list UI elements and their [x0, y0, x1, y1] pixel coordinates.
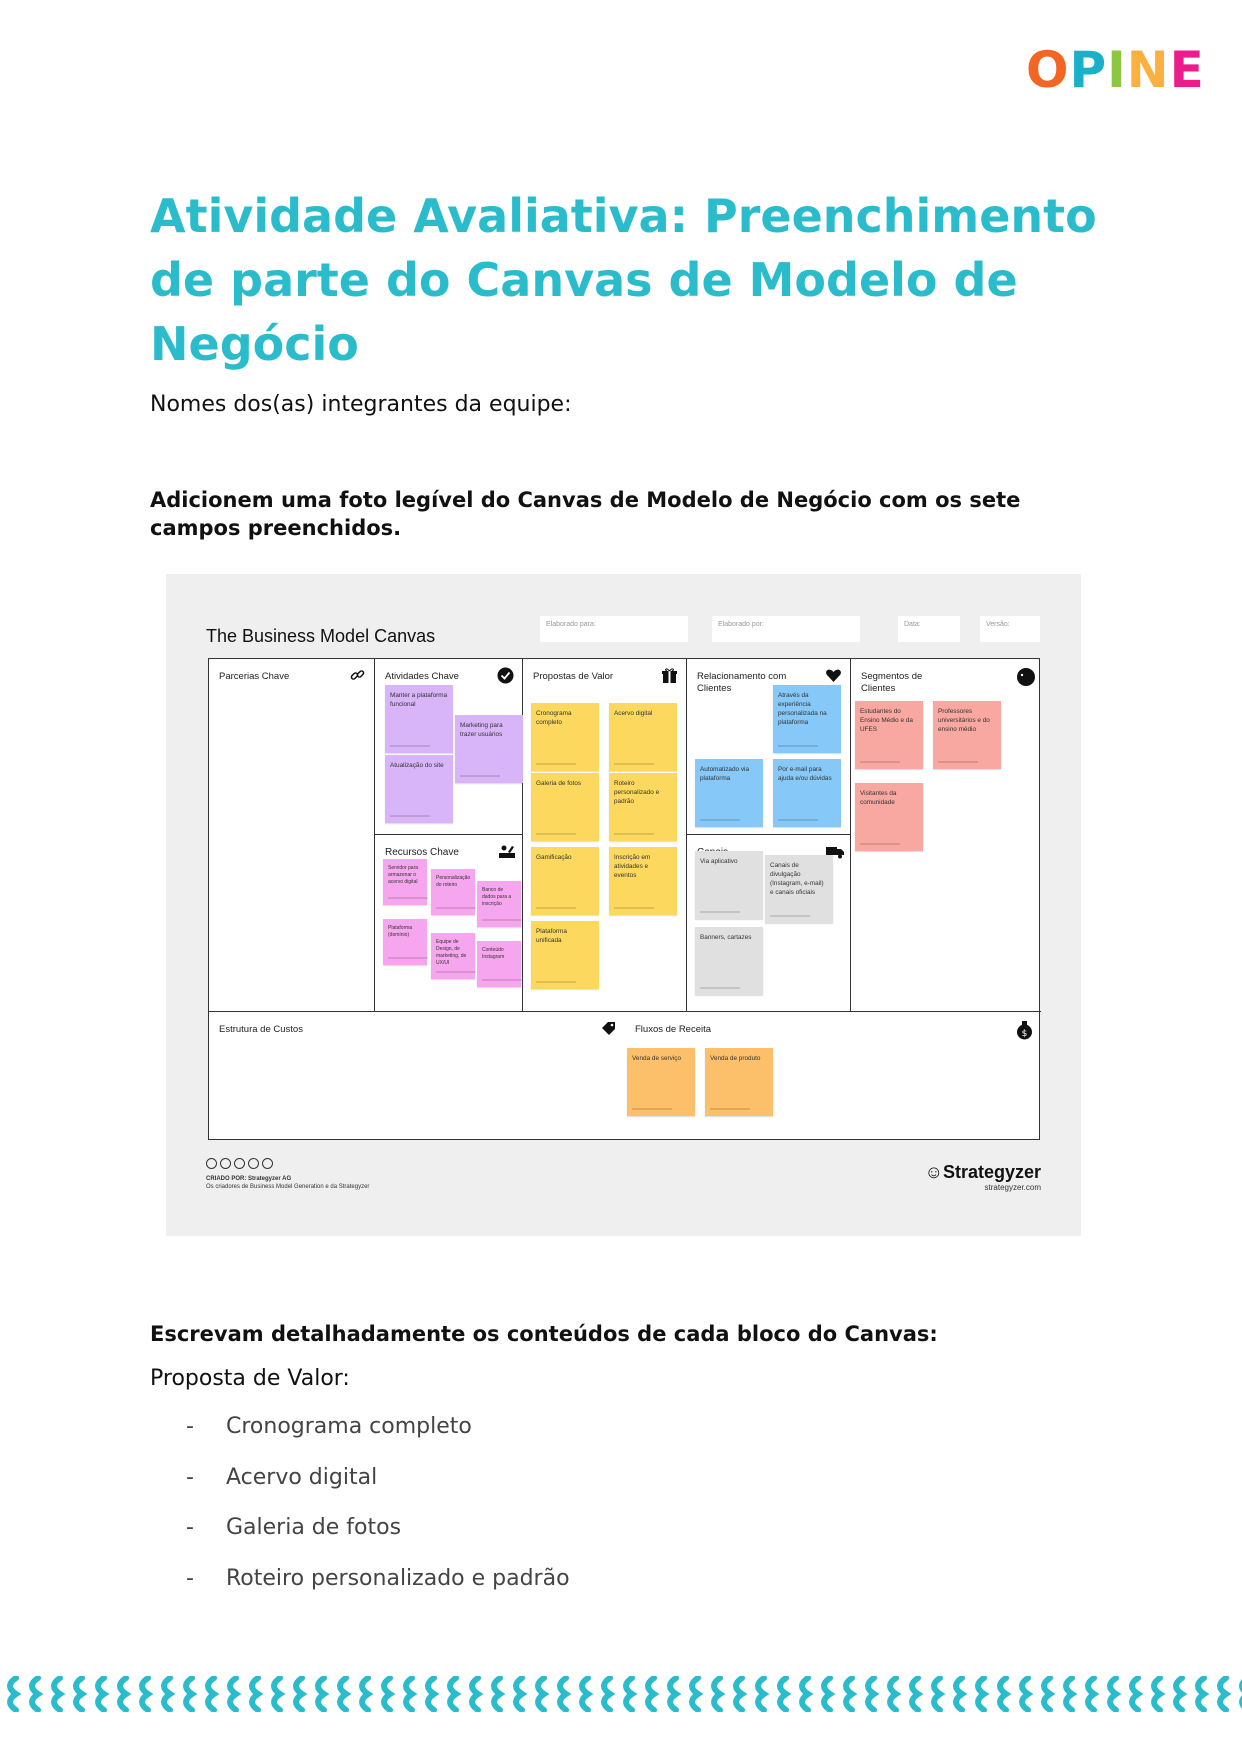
sticky-note: Plataforma unificada	[531, 921, 599, 989]
sticky-note: Manter a plataforma funcional	[385, 685, 453, 753]
block-label: Estrutura de Custos	[219, 1024, 303, 1035]
team-names-label: Nomes dos(as) integrantes da equipe:	[150, 392, 572, 417]
head-profile-icon	[1016, 667, 1033, 684]
logo-letter-n: N	[1126, 41, 1170, 99]
sticky-note: Banners, cartazes	[695, 927, 763, 995]
gift-icon	[661, 667, 678, 684]
block-label: Parcerias Chave	[219, 671, 290, 682]
block-revenue-streams	[625, 1011, 1041, 1141]
sticky-note: Atualização do site	[385, 755, 453, 823]
logo-letter-o: O	[1026, 41, 1070, 99]
list-item: - Cronograma completo	[186, 1414, 472, 1439]
sticky-note: Inscrição em atividades e eventos	[609, 847, 677, 915]
heart-icon	[825, 667, 842, 684]
sticky-note: Canais de divulgação (Instagram, e-mail) e canais oficiais	[765, 855, 833, 923]
strategyzer-url: strategyzer.com	[984, 1183, 1041, 1192]
sticky-note: Gamificação	[531, 847, 599, 915]
strategyzer-brand: Strategyzer	[942, 1162, 1041, 1182]
logo-letter-e: E	[1169, 41, 1205, 99]
designed-for-field: Elaborado para:	[540, 616, 688, 642]
sticky-note: Professores universitários e do ensino médio	[933, 701, 1001, 769]
list-item: - Galeria de fotos	[186, 1515, 402, 1540]
block-key-activities	[375, 659, 523, 835]
canvas-title: The Business Model Canvas	[206, 626, 436, 646]
block-label: Atividades Chave	[385, 671, 459, 682]
sticky-note: Galeria de fotos	[531, 773, 599, 841]
sticky-note: Plataforma (domínio)	[383, 919, 427, 965]
block-label: Recursos Chave	[385, 847, 459, 858]
checkmark-icon	[497, 667, 514, 684]
block-customer-segments	[851, 659, 1041, 1011]
strategyzer-logo	[925, 1162, 1041, 1192]
creative-commons-icon	[206, 1158, 369, 1169]
block-label: Fluxos de Receita	[635, 1024, 712, 1035]
sticky-note: Roteiro personalizado e padrão	[609, 773, 677, 841]
block-label: Propostas de Valor	[533, 671, 614, 682]
price-tag-icon	[600, 1020, 617, 1037]
list-item: - Acervo digital	[186, 1464, 378, 1490]
money-bag-icon	[1016, 1020, 1033, 1037]
block-customer-relationships	[687, 659, 851, 835]
block-channels	[687, 835, 851, 1011]
canvas-photo	[166, 574, 1081, 1236]
factory-worker-icon	[497, 843, 514, 860]
license-created-by: CRIADO POR: Strategyzer AG	[206, 1176, 292, 1182]
sticky-note: Venda de serviço	[627, 1048, 695, 1116]
block-cost-structure	[209, 1011, 625, 1141]
block-key-partners	[209, 659, 375, 1011]
sticky-note: Automatizado via plataforma	[695, 759, 763, 827]
sticky-note: Através da experiência personalizada na plataforma	[773, 685, 841, 753]
value-proposition-list	[186, 1414, 570, 1616]
date-field: Data:	[898, 616, 960, 642]
sticky-note: Estudantes do Ensino Médio e da UFES	[855, 701, 923, 769]
sticky-note: Visitantes da comunidade	[855, 783, 923, 851]
canvas-board	[208, 658, 1040, 1140]
license-creators: Os criadores de Business Model Generation e da Strategyzer	[206, 1184, 370, 1190]
opine-logo	[1026, 42, 1205, 98]
sticky-note: Cronograma completo	[531, 703, 599, 771]
link-icon	[349, 667, 366, 684]
designed-by-field: Elaborado por:	[712, 616, 860, 642]
strategyzer-mark-icon: ☺	[924, 1162, 943, 1182]
sticky-note: Via aplicativo	[695, 851, 763, 919]
decorative-leaf-border	[0, 1676, 1242, 1712]
version-field: Versão:	[980, 616, 1040, 642]
sticky-note: Acervo digital	[609, 703, 677, 771]
svg-text:$: $	[1021, 1029, 1028, 1039]
sticky-note: Venda de produto	[705, 1048, 773, 1116]
sticky-note: Marketing para trazer usuários	[455, 715, 523, 783]
photo-instruction: Adicionem uma foto legível do Canvas de Modelo de Negócio com os sete campos preenchidos.	[150, 488, 1021, 540]
sticky-note: Personalização do roteiro	[431, 869, 475, 915]
page-title: Atividade Avaliativa: Preenchimento de parte do Canvas de Modelo de Negócio	[150, 189, 1097, 371]
sticky-note: Banco de dados para a inscrição	[477, 881, 521, 927]
list-item: - Roteiro personalizado e padrão	[186, 1565, 570, 1591]
sticky-note: Servidor para armazenar o acervo digital	[383, 859, 427, 905]
canvas-license	[206, 1158, 369, 1191]
details-heading: Escrevam detalhadamente os conteúdos de cada bloco do Canvas:	[150, 1322, 938, 1346]
sticky-note: Equipe de Design, de marketing, de UX/UI	[431, 933, 475, 979]
sticky-note: Por e-mail para ajuda e/ou dúvidas	[773, 759, 841, 827]
block-value-propositions	[523, 659, 687, 1011]
block-label: Segmentos de Clientes	[861, 671, 923, 694]
sticky-note: Conteúdo Instagram	[477, 941, 521, 987]
value-proposition-label: Proposta de Valor:	[150, 1366, 350, 1391]
logo-letter-p: P	[1069, 41, 1108, 99]
block-key-resources	[375, 835, 523, 1011]
logo-letter-i: I	[1107, 41, 1127, 99]
block-label: Relacionamento com Clientes	[697, 671, 787, 694]
